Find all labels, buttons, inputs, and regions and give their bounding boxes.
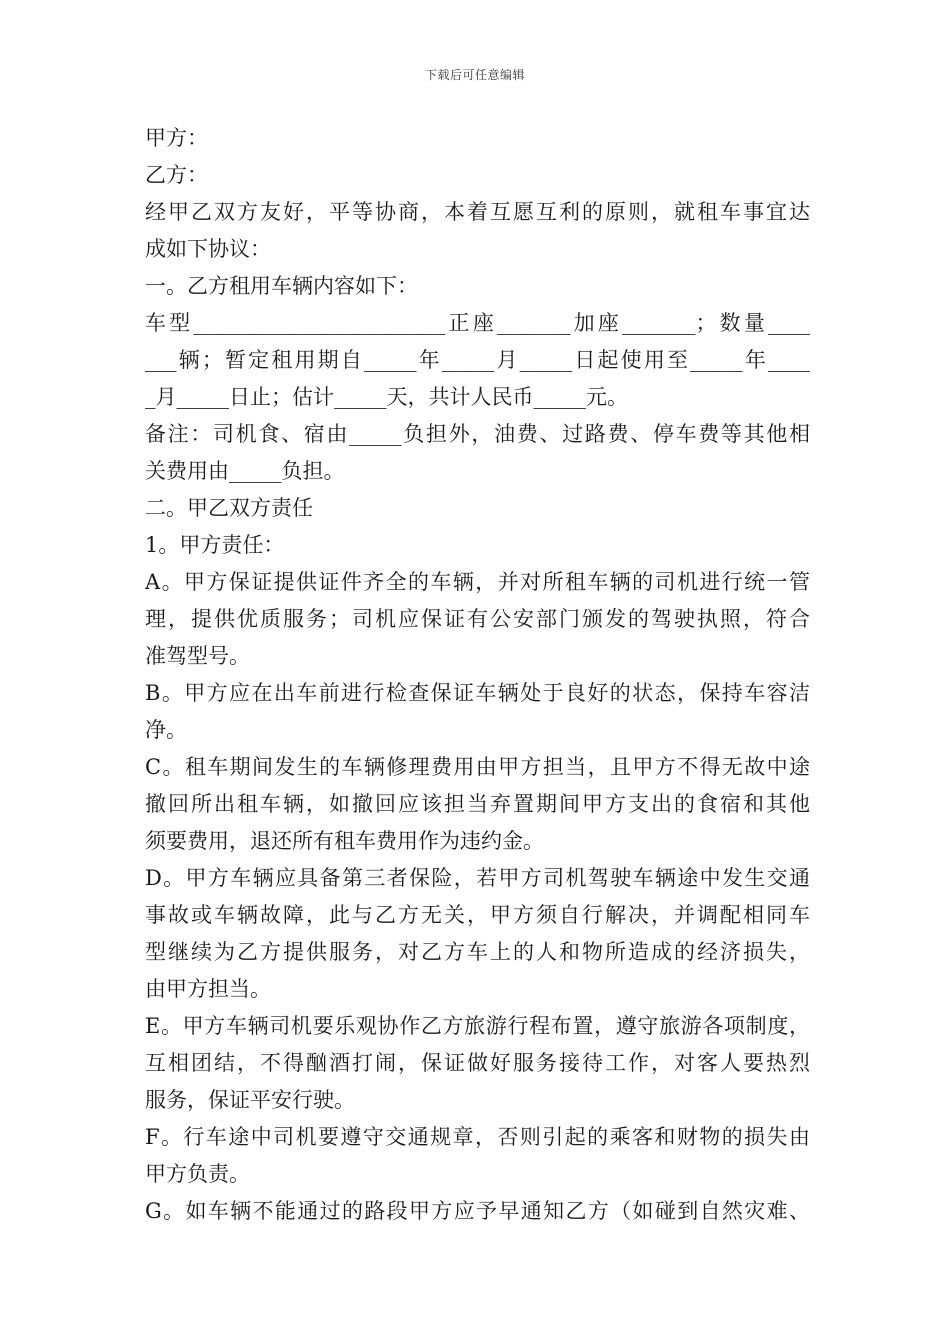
text-line: 须要费用，退还所有租车费用作为违约金。 bbox=[145, 829, 544, 853]
text-line: 关费用由_____负担。 bbox=[145, 459, 345, 483]
text-line: ___辆；暂定租用期自_____年_____月_____日起使用至_____年____ bbox=[145, 348, 810, 372]
text-line: 事故或车辆故障，此与乙方无关，甲方须自行解决，并调配相同车 bbox=[145, 903, 810, 927]
text-line: 经甲乙双方友好，平等协商，本着互愿互利的原则，就租车事宜达 bbox=[145, 200, 810, 224]
text-line: 互相团结，不得酗酒打闹，保证做好服务接待工作，对客人要热烈 bbox=[145, 1051, 810, 1075]
page-header-note: 下载后可任意编辑 bbox=[424, 68, 525, 82]
text-line: 由甲方担当。 bbox=[145, 977, 271, 1001]
text-line: 理，提供优质服务；司机应保证有公安部门颁发的驾驶执照，符合 bbox=[145, 607, 810, 631]
text-line: 准驾型号。 bbox=[145, 644, 250, 668]
text-line: _月_____日止；估计_____天，共计人民币_____元。 bbox=[145, 385, 628, 409]
text-line: 甲方负责。 bbox=[145, 1162, 250, 1186]
text-line: 1。甲方责任： bbox=[145, 533, 285, 557]
text-line: 二。甲乙双方责任 bbox=[145, 496, 313, 520]
document-body bbox=[145, 120, 810, 1230]
text-line: F。行车途中司机要遵守交通规章，否则引起的乘客和财物的损失由 bbox=[145, 1125, 810, 1149]
text-line: 车型________________________正座_______加座_______；数量____ bbox=[145, 311, 810, 335]
text-line: C。租车期间发生的车辆修理费用由甲方担当，且甲方不得无故中途 bbox=[145, 755, 810, 779]
text-line: 甲方： bbox=[145, 126, 208, 150]
text-line: D。甲方车辆应具备第三者保险，若甲方司机驾驶车辆途中发生交通 bbox=[145, 866, 810, 890]
text-line: A。甲方保证提供证件齐全的车辆，并对所租车辆的司机进行统一管 bbox=[145, 570, 810, 594]
text-line: 撤回所出租车辆，如撤回应该担当弃置期间甲方支出的食宿和其他 bbox=[145, 792, 810, 816]
text-line: 服务，保证平安行驶。 bbox=[145, 1088, 355, 1112]
text-line: 一。乙方租用车辆内容如下： bbox=[145, 274, 418, 298]
text-line: B。甲方应在出车前进行检查保证车辆处于良好的状态，保持车容洁 bbox=[145, 681, 810, 705]
text-line: 型继续为乙方提供服务，对乙方车上的人和物所造成的经济损失， bbox=[145, 940, 810, 964]
text-line: 备注：司机食、宿由_____负担外，油费、过路费、停车费等其他相 bbox=[145, 422, 810, 446]
text-line: G。如车辆不能通过的路段甲方应予早通知乙方（如碰到自然灾难、 bbox=[145, 1199, 810, 1223]
text-line: 净。 bbox=[145, 718, 187, 742]
text-line: 乙方： bbox=[145, 163, 208, 187]
text-line: 成如下协议： bbox=[145, 237, 271, 261]
text-line: E。甲方车辆司机要乐观协作乙方旅游行程布置，遵守旅游各项制度， bbox=[145, 1014, 810, 1038]
